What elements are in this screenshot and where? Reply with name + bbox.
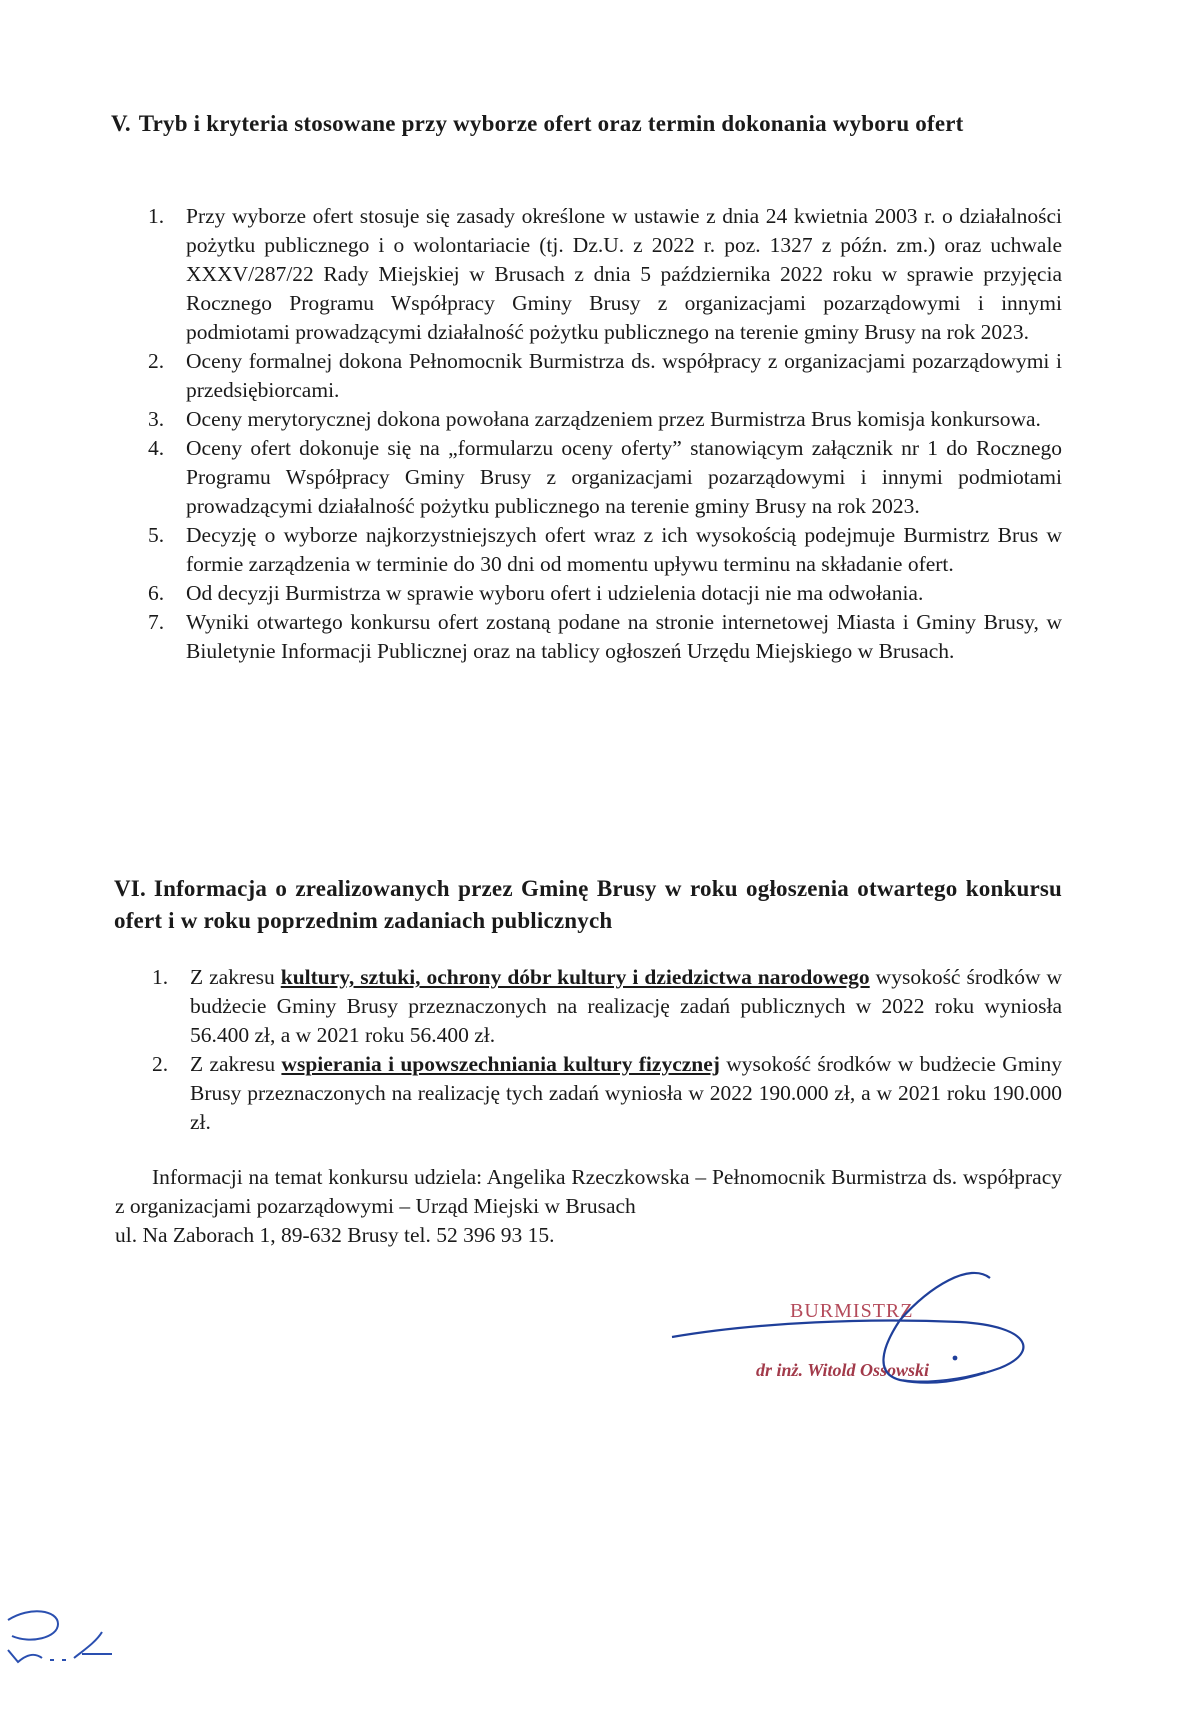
contact-line-1: Informacji na temat konkursu udziela: Angelika Rzeczkowska – Pełnomocnik Burmistrza ds. współpracy z organizacjami pozarządowymi – Urząd Miejski w Brusach: [115, 1165, 1062, 1218]
list-item: [148, 202, 1062, 347]
section-6-number: VI.: [114, 876, 146, 901]
section-6-list: [152, 963, 1063, 1137]
section-5-list: [148, 202, 1062, 666]
item-number: 6.: [148, 581, 165, 605]
item-text: wysokość środków w budżecie Gminy Brusy przeznaczonych na realizację zadań publicznych w 2022 roku wyniosła 56.400 zł, a w 2021 roku 56.400 zł.: [190, 965, 1063, 1047]
list-item: [152, 1050, 1062, 1137]
item-text: Przy wyborze ofert stosuje się zasady określone w ustawie z dnia 24 kwietnia 2003 r. o działalności pożytku publicznego i o wolontariacie (tj. Dz.U. z 2022 r. poz. 1327 z późn. zm.) oraz uchwale XXXV/287/22 Rady Miejskiej w Brusach z dnia 5 października 2022 roku w sprawie przyjęcia Rocznego Programu Współpracy Gminy Brusy z organizacjami pozarządowymi i innymi podmiotami prowadzącymi działalność pożytku publicznego na terenie gminy Brusy na rok 2023.: [186, 204, 1062, 344]
item-text: Wyniki otwartego konkursu ofert zostaną podane na stronie internetowej Miasta i Gminy Brusy, w Biuletynie Informacji Publicznej oraz na tablicy ogłoszeń Urzędu Miejskiego w Brusach.: [186, 610, 1062, 663]
list-item: [148, 608, 1062, 666]
item-number: 4.: [148, 436, 165, 460]
item-number: 5.: [148, 523, 165, 547]
item-number: 7.: [148, 610, 165, 634]
section-6-heading: [114, 873, 1062, 937]
item-number: 1.: [152, 965, 169, 989]
list-item: [148, 347, 1062, 405]
stamp-title: BURMISTRZ: [790, 1300, 914, 1322]
item-text: Oceny merytorycznej dokona powołana zarządzeniem przez Burmistrza Brus komisja konkursowa.: [186, 407, 1041, 431]
item-number: 2.: [148, 349, 165, 373]
item-text: wysokość środków w budżecie Gminy Brusy przeznaczonych na realizację tych zadań wyniosła w 2022 190.000 zł, a w 2021 roku 190.000 zł.: [190, 1052, 1062, 1134]
section-5-number: V.: [111, 111, 131, 136]
stamp-name: dr inż. Witold Ossowski: [756, 1360, 930, 1380]
contact-info: [115, 1163, 1062, 1250]
item-highlight: kultury, sztuki, ochrony dóbr kultury i dziedzictwa narodowego: [280, 965, 870, 989]
item-text-prefix: Z zakresu: [190, 965, 275, 989]
item-text: Decyzję o wyborze najkorzystniejszych ofert wraz z ich wysokością podejmuje Burmistrz Brus w formie zarządzenia w terminie do 30 dni od momentu upływu terminu na składanie ofert.: [186, 523, 1062, 576]
list-item: [148, 405, 1062, 434]
item-number: 1.: [148, 204, 165, 228]
list-item: [148, 579, 1062, 608]
list-item: [148, 434, 1062, 521]
section-5-title: Tryb i kryteria stosowane przy wyborze ofert oraz termin dokonania wyboru ofert: [138, 111, 964, 136]
initials-signature: [8, 1611, 112, 1662]
item-text: Oceny formalnej dokona Pełnomocnik Burmistrza ds. współpracy z organizacjami pozarządowymi i przedsiębiorcami.: [186, 349, 1062, 402]
item-text: Oceny ofert dokonuje się na „formularzu oceny oferty” stanowiącym załącznik nr 1 do Rocznego Programu Współpracy Gminy Brusy z organizacjami pozarządowymi i innymi podmiotami prowadzącymi działalność pożytku publicznego na terenie gminy Brusy na rok 2023.: [186, 436, 1062, 518]
list-item: [152, 963, 1063, 1050]
contact-line-2: ul. Na Zaborach 1, 89-632 Brusy tel. 52 396 93 15.: [115, 1223, 555, 1247]
item-text: Od decyzji Burmistrza w sprawie wyboru ofert i udzielenia dotacji nie ma odwołania.: [186, 581, 924, 605]
item-number: 3.: [148, 407, 165, 431]
item-number: 2.: [152, 1052, 169, 1076]
section-5-heading: [111, 108, 1061, 140]
item-highlight: wspierania i upowszechniania kultury fizycznej: [281, 1052, 720, 1076]
section-6-title: Informacja o zrealizowanych przez Gminę Brusy w roku ogłoszenia otwartego konkursu ofert i w roku poprzednim zadaniach publicznych: [114, 876, 1062, 933]
list-item: [148, 521, 1062, 579]
item-text-prefix: Z zakresu: [190, 1052, 276, 1076]
